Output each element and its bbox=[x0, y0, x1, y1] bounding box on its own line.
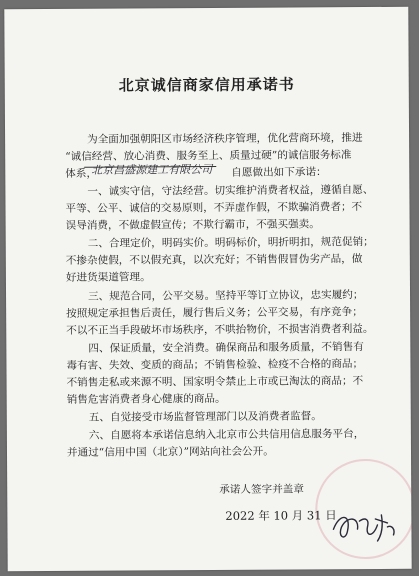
handwritten-signature bbox=[329, 507, 399, 547]
item-line: 不掺杂使假，不以假充真，以次充好；不销售假冒伪劣产品，做 bbox=[65, 253, 363, 267]
item-line: 三、规范合同，公平交易。坚持平等订立协议，忠实履约； bbox=[88, 289, 364, 303]
item-line: 一、诚实守信，守法经营。切实维护消费者权益，遵循自愿、 bbox=[87, 183, 374, 198]
commitment-letter-page bbox=[4, 7, 411, 571]
item-line: 好进货渠道管理。 bbox=[65, 271, 151, 284]
item-line: 不销售走私或来源不明、国家明令禁止上市或已淘汰的商品；不 bbox=[66, 375, 364, 389]
intro-line: “诚信经营、放心消费、服务至上、质量过硬”的诚信服务标准 bbox=[65, 149, 352, 163]
intro-line: 体系， bbox=[65, 167, 98, 180]
commitment-date: 2022 年 10 月 31 日 bbox=[225, 508, 337, 523]
item-line: 毒有害、失效、变质的商品；不销售检验、检疫不合格的商品； bbox=[66, 358, 364, 372]
item-line: 二、合理定价，明码实价。明码标价，明折明扣，规范促销； bbox=[87, 235, 374, 250]
item-line: 按照规定承担售后责任，履行售后义务；公平交易，有序竞争； bbox=[66, 306, 363, 320]
intro-line: 自愿做出如下承诺： bbox=[231, 166, 327, 179]
item-line: 不以不正当手段破坏市场秩序，不哄抬物价，不损害消费者利益。 bbox=[66, 322, 374, 337]
page-title: 北京诚信商家信用承诺书 bbox=[118, 75, 295, 95]
item-line: 四、保证质量，安全消费。确保商品和服务质量，不销售有 bbox=[88, 341, 364, 355]
intro-line: 为全面加强朝阳区市场经济秩序管理，优化营商环境，推进 bbox=[87, 132, 363, 146]
item-line: 并通过“信用中国（北京）”网站向社会公开。 bbox=[66, 445, 274, 459]
item-line: 五、自觉接受市场监督管理部门以及消费者监督。 bbox=[88, 410, 322, 424]
signature-label: 承诺人签字并盖章 bbox=[219, 483, 305, 496]
company-name-handwritten: 北京昌盛源建工有限公司 bbox=[91, 162, 213, 177]
item-line: 平等、公平、诚信的交易原则，不弄虚作假，不欺骗消费者；不 bbox=[65, 201, 363, 215]
item-line: 销售危害消费者身心健康的商品。 bbox=[66, 392, 226, 406]
item-line: 六、自愿将本承诺信息纳入北京市公共信用信息服务平台， bbox=[88, 428, 365, 442]
item-line: 误导消费，不做虚假宣传；不欺行霸市，不强买强卖。 bbox=[65, 218, 320, 232]
